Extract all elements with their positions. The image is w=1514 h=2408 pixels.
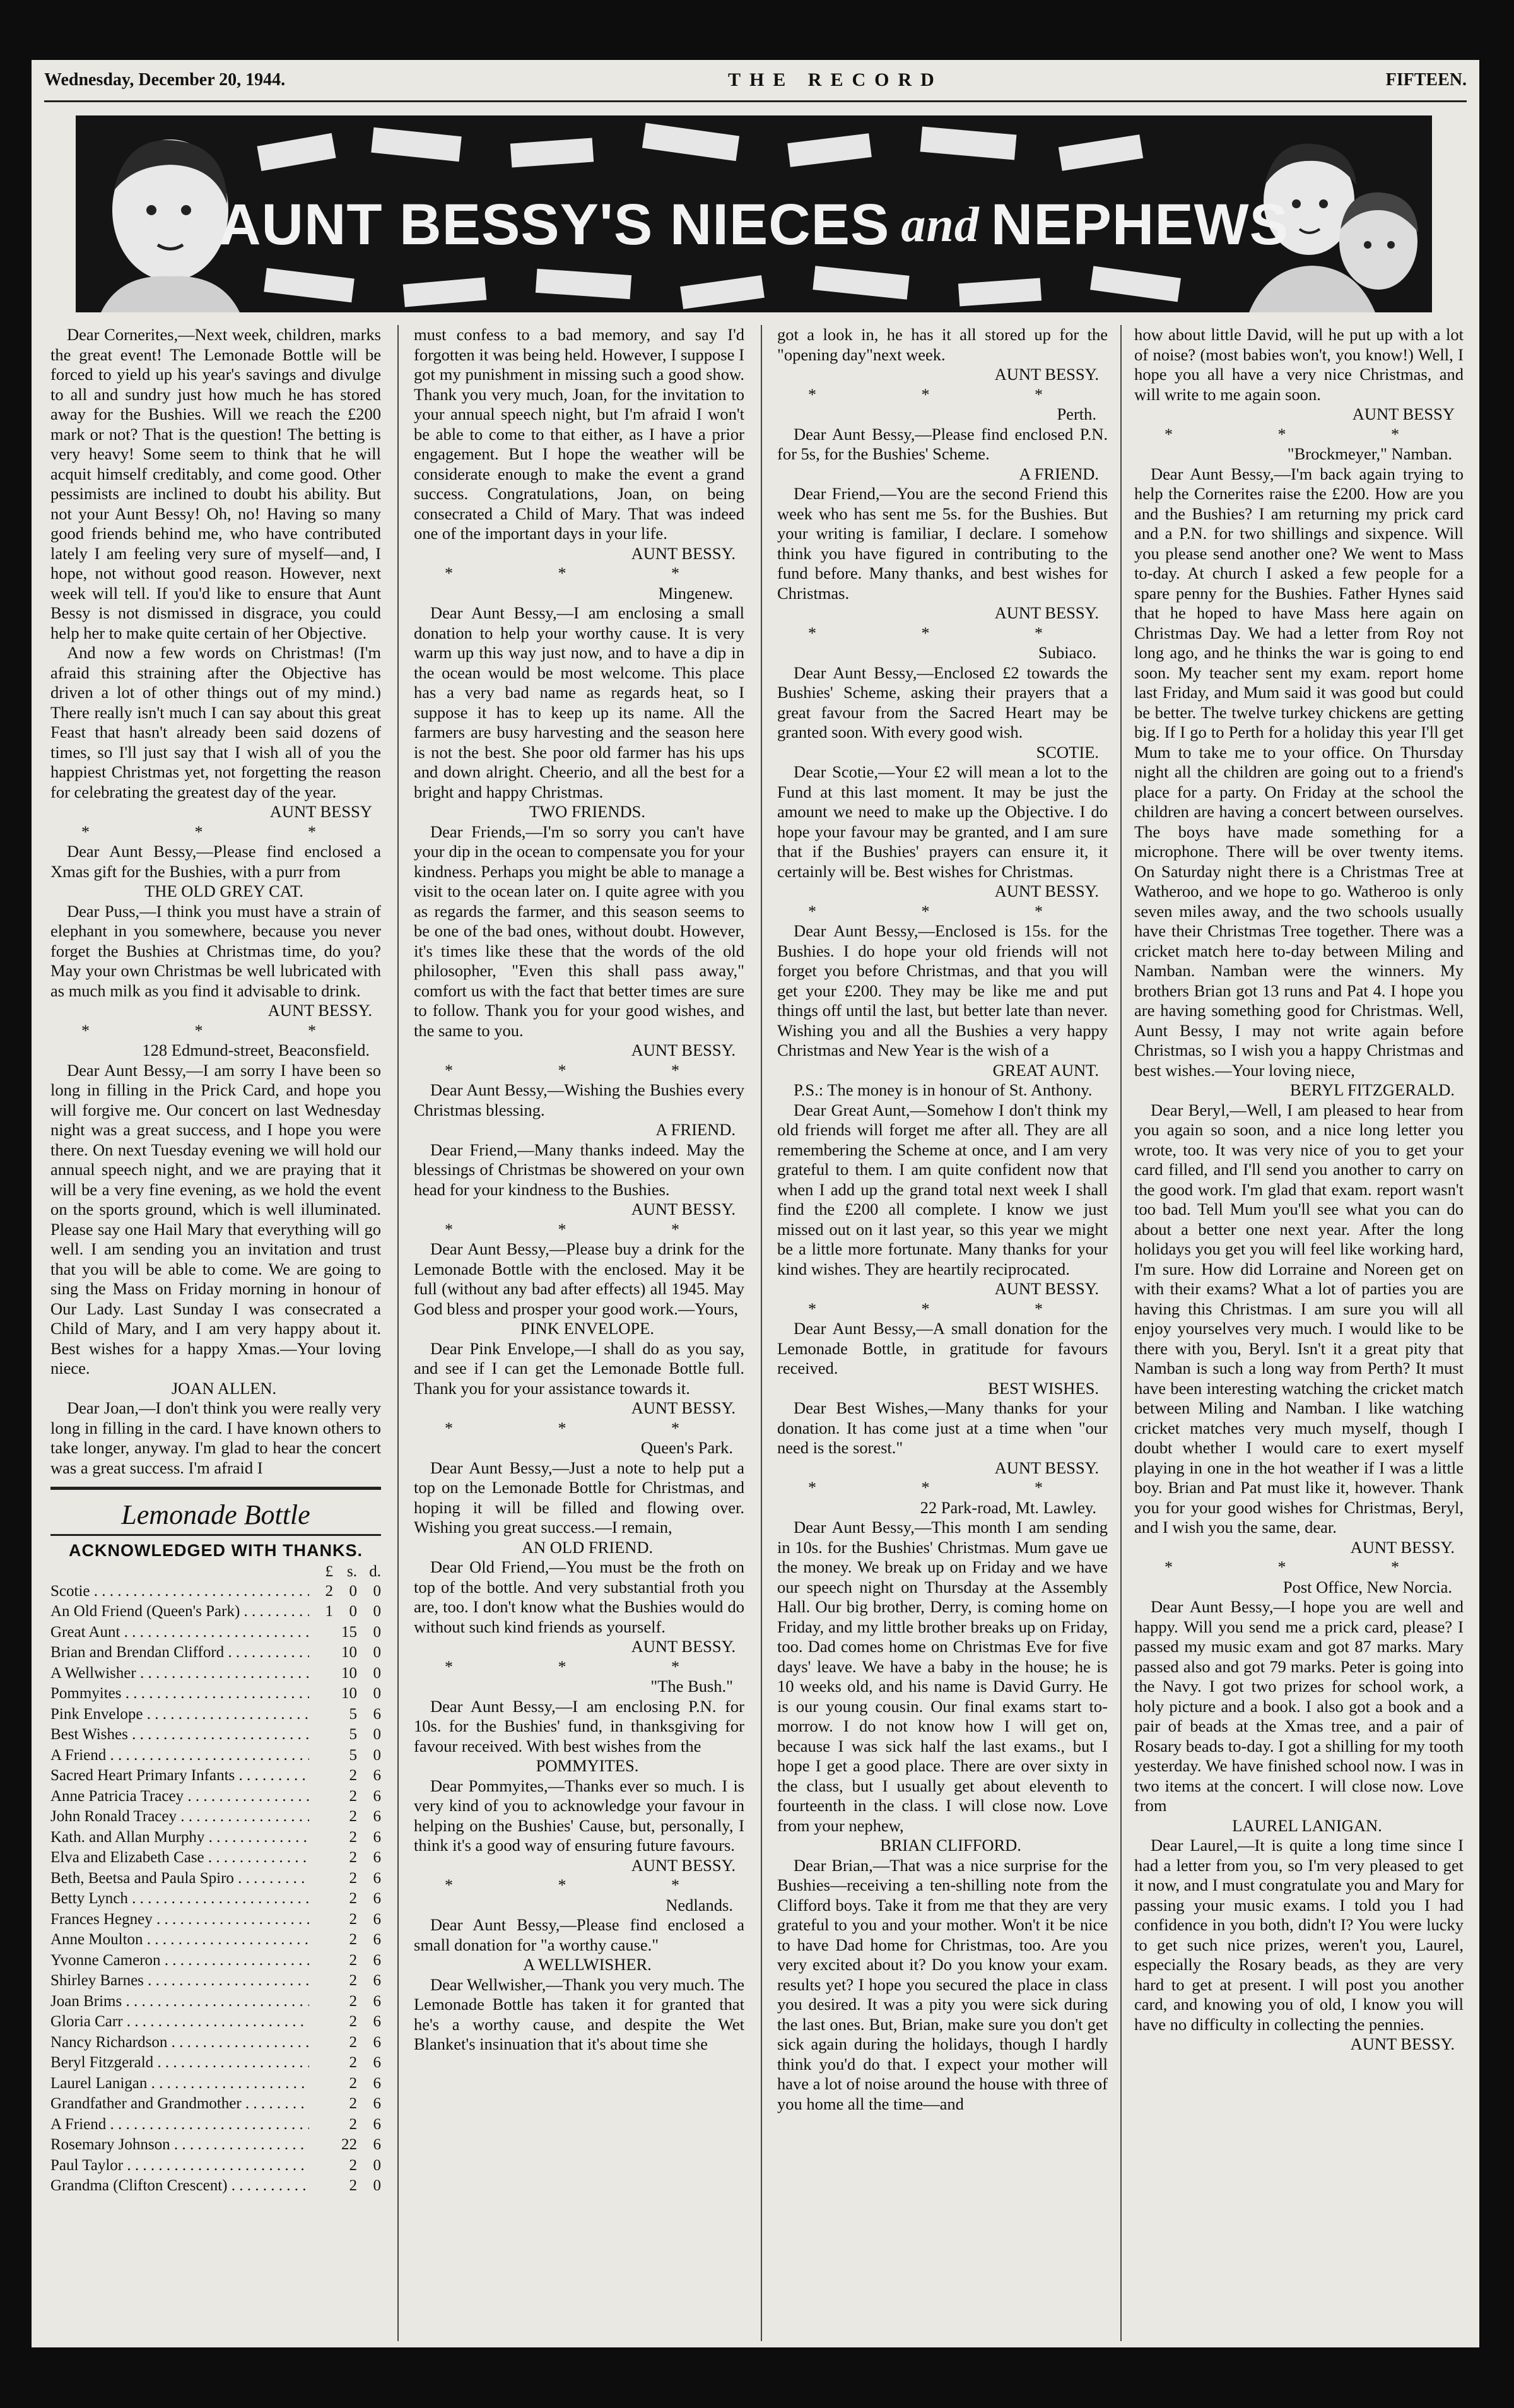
header-publication: THE RECORD <box>727 69 943 90</box>
contributor-name: Paul Taylor . . . <box>50 2156 309 2176</box>
lemonade-row <box>50 2053 381 2074</box>
header-date: Wednesday, December 20, 1944. <box>44 70 286 90</box>
contributor-name: Frances Hegney . . . <box>50 1909 309 1930</box>
letter-address: Subiaco. <box>1038 643 1096 662</box>
letter-paragraph: Dear Best Wishes,—Many thanks for your donation. It has come just at a time when "our need is the sorest." <box>777 1398 1108 1457</box>
section-separator: * * * <box>1165 1558 1450 1576</box>
contributor-name: Betty Lynch . . . <box>50 1889 309 1909</box>
contributor-name: Scotie . . . <box>50 1581 309 1602</box>
letter-signature: TWO FRIENDS. <box>529 802 646 821</box>
amount-shillings: 2 <box>349 1951 357 1969</box>
lemonade-row <box>50 1745 381 1766</box>
amount-pence: 0 <box>373 1623 381 1641</box>
letter-signature: AUNT BESSY. <box>631 1855 736 1875</box>
column-4-text <box>1134 325 1464 2055</box>
contributor-name: Joan Brims . . . <box>50 1992 309 2012</box>
contributor-name: Anne Patricia Tracey . . . <box>50 1786 309 1807</box>
lemonade-row <box>50 2033 381 2053</box>
amount-shillings: 2 <box>349 1849 357 1866</box>
letter-paragraph: Dear Pink Envelope,—I shall do as you say, and see if I can get the Lemonade Bottle full. Thank you for your assistance towards it. <box>414 1338 744 1398</box>
letter-signature: AUNT BESSY. <box>1350 1537 1455 1557</box>
amount-pence: 0 <box>373 1726 381 1743</box>
amount-pence: 6 <box>373 2115 381 2133</box>
amount-pounds <box>309 1684 333 1704</box>
lemonade-title: Lemonade Bottle <box>50 1496 381 1536</box>
amount-pounds <box>309 1786 333 1807</box>
amount-pence: 0 <box>373 1582 381 1600</box>
lemonade-row <box>50 1725 381 1745</box>
lemonade-row <box>50 1581 381 1602</box>
letter-paragraph: must confess to a bad memory, and say I'd forgotten it was being held. However, I suppose I got my punishment in missing such a good show. Thank you very much, Joan, for the invitation to your annual speech night, but I'm afraid I won't be able to come to that either, as I have a prior engagement. But I hope the weather will be considerate enough to make the event a grand success. Congratulations, Joan, on being consecrated a Child of Mary. That was indeed one of the important days in your life. <box>414 325 744 543</box>
letter-paragraph: Dear Wellwisher,—Thank you very much. The Lemonade Bottle has taken it for granted that he's a worthy cause, and despite the Wet Blanket's insinuation that it's about time she <box>414 1974 744 2053</box>
amount-pounds <box>309 1704 333 1725</box>
letter-paragraph: Dear Great Aunt,—Somehow I don't think my old friends will forget me after all. They are all remembering the Scheme at once, and I am very grateful to them. I am quite confident now that when I add up the grand total next week I shall find the £200 all complete. I know we just missed out on it last year, so this year we might be a little more fortunate. Many thanks for your kind wishes. They are heartily reciprocated. <box>777 1100 1108 1278</box>
amount-pence: 6 <box>373 1890 381 1907</box>
amount-pounds <box>309 1951 333 1971</box>
letters-columns <box>50 325 1464 2341</box>
contributor-name: Anne Moulton . . . <box>50 1930 309 1951</box>
letter-paragraph: Dear Friend,—Many thanks indeed. May the blessings of Christmas be showered on your own head for your kindness to the Bushies. <box>414 1140 744 1199</box>
amount-pounds <box>309 2074 333 2094</box>
letter-paragraph: Dear Joan,—I don't think you were really very long in filling in the card. I have known others to take longer, anyway. I'm glad to hear the concert was a great success. I'm afraid I <box>50 1398 381 1477</box>
letter-signature: AUNT BESSY. <box>994 1279 1099 1298</box>
lemonade-row <box>50 1643 381 1663</box>
amount-pence: 0 <box>373 1664 381 1682</box>
banner-title-right: NEPHEWS <box>990 192 1289 257</box>
amount-shillings: 5 <box>349 1726 357 1743</box>
amount-pounds <box>309 1725 333 1745</box>
lemonade-row <box>50 2115 381 2135</box>
section-separator: * * * <box>81 822 367 841</box>
amount-shillings: 2 <box>349 1787 357 1805</box>
amount-pounds <box>309 2012 333 2033</box>
contributor-name: Great Aunt . . . <box>50 1622 309 1643</box>
amount-pence: 6 <box>373 1972 381 1989</box>
amount-shillings: 2 <box>349 2095 357 2112</box>
letter-address: Queen's Park. <box>640 1438 733 1457</box>
amount-pounds <box>309 1745 333 1766</box>
amount-shillings: 15 <box>341 1623 357 1641</box>
amount-shillings: 2 <box>349 1910 357 1928</box>
letter-paragraph: Dear Aunt Bessy,—I am enclosing P.N. for 10s. for the Bushies' fund, in thanksgiving for favour received. With best wishes from the <box>414 1696 744 1756</box>
amount-shillings: 2 <box>349 2115 357 2133</box>
section-separator: * * * <box>445 1419 730 1437</box>
column-4 <box>1134 325 1464 2341</box>
letter-paragraph: Dear Pommyites,—Thanks ever so much. I is very kind of you to acknowledge your favour in helping on the Bushies' Cause, but, personally, I think it's a good way of ensuring future favours. <box>414 1776 744 1855</box>
lemonade-row <box>50 1622 381 1643</box>
amount-shillings: 2 <box>349 2054 357 2071</box>
letter-signature: BERYL FITZGERALD. <box>1289 1080 1455 1099</box>
currency-pounds-head: £ <box>325 1562 333 1580</box>
amount-pounds <box>309 2115 333 2135</box>
lemonade-row <box>50 1868 381 1889</box>
contributor-name: Beth, Beetsa and Paula Spiro . . . <box>50 1868 309 1889</box>
banner-title-left: AUNT BESSY'S NIECES <box>219 192 890 257</box>
letter-signature: GREAT AUNT. <box>992 1060 1099 1080</box>
letter-signature: AN OLD FRIEND. <box>521 1537 654 1557</box>
letter-signature: AUNT BESSY. <box>994 365 1099 384</box>
amount-shillings: 2 <box>349 1767 357 1784</box>
amount-pence: 6 <box>373 1931 381 1948</box>
amount-pence: 6 <box>373 2033 381 2051</box>
letter-signature: AUNT BESSY. <box>631 1041 736 1059</box>
section-separator: * * * <box>808 385 1093 404</box>
contributor-name: Yvonne Cameron . . . <box>50 1951 309 1971</box>
amount-pence: 6 <box>373 1849 381 1866</box>
contributor-name: Elva and Elizabeth Case . . . <box>50 1848 309 1868</box>
lemonade-row <box>50 1992 381 2012</box>
lemonade-row <box>50 2074 381 2094</box>
letter-paragraph: Dear Aunt Bessy,—Just a note to help put a top on the Lemonade Bottle for Christmas, and hoping it will be filled and flowing over. Wishing you great success.—I remain, <box>414 1458 744 1537</box>
letter-signature: AUNT BESSY. <box>631 1398 736 1417</box>
amount-pence: 6 <box>373 2013 381 2030</box>
amount-pounds <box>309 2053 333 2074</box>
amount-shillings: 10 <box>341 1664 357 1682</box>
section-separator: * * * <box>81 1021 367 1040</box>
amount-pounds <box>309 1643 333 1663</box>
lemonade-list <box>50 1581 381 2197</box>
column-banner <box>76 115 1432 312</box>
amount-shillings: 0 <box>349 1582 357 1600</box>
section-separator: * * * <box>445 564 730 582</box>
amount-pence: 0 <box>373 2156 381 2174</box>
column-1-text <box>50 325 381 1478</box>
contributor-name: A Friend . . . <box>50 2115 309 2135</box>
amount-pence: 6 <box>373 1951 381 1969</box>
amount-shillings: 2 <box>349 2013 357 2030</box>
currency-shillings-head: s. <box>347 1562 357 1580</box>
contributor-name: Sacred Heart Primary Infants . . . <box>50 1766 309 1786</box>
column-divider <box>761 325 762 2341</box>
contributor-name: Pink Envelope . . . <box>50 1704 309 1725</box>
section-separator: * * * <box>808 623 1093 642</box>
amount-pounds <box>309 2176 333 2197</box>
lemonade-row <box>50 1602 381 1622</box>
contributor-name: Rosemary Johnson . . . <box>50 2135 309 2156</box>
letter-signature: A WELLWISHER. <box>523 1955 652 1974</box>
amount-pence: 6 <box>373 2054 381 2071</box>
currency-pence-head: d. <box>369 1562 381 1580</box>
lemonade-row <box>50 1930 381 1951</box>
amount-pounds <box>309 2135 333 2156</box>
amount-shillings: 2 <box>349 1972 357 1989</box>
lemonade-subtitle: ACKNOWLEDGED WITH THANKS. <box>69 1541 363 1560</box>
lemonade-row <box>50 1786 381 1807</box>
letter-signature: AUNT BESSY. <box>631 543 736 563</box>
newspaper-page <box>32 60 1479 2347</box>
amount-shillings: 2 <box>349 1828 357 1846</box>
amount-shillings: 2 <box>349 2074 357 2092</box>
lemonade-row <box>50 1704 381 1725</box>
amount-pence: 6 <box>373 1808 381 1825</box>
contributor-name: Kath. and Allan Murphy . . . <box>50 1827 309 1848</box>
letter-signature: AUNT BESSY. <box>1350 2034 1455 2053</box>
amount-pounds <box>309 1868 333 1889</box>
letter-signature: JOAN ALLEN. <box>171 1378 277 1398</box>
amount-pence: 6 <box>373 2136 381 2153</box>
amount-pounds <box>309 1663 333 1684</box>
contributor-name: Grandma (Clifton Crescent) . . . <box>50 2176 309 2197</box>
contributor-name: Best Wishes . . . <box>50 1725 309 1745</box>
section-separator: * * * <box>808 902 1093 921</box>
letter-signature: AUNT BESSY. <box>994 1458 1099 1477</box>
letter-address: Mingenew. <box>658 583 733 603</box>
lemonade-row <box>50 2012 381 2033</box>
amount-shillings: 5 <box>349 1746 357 1764</box>
letter-address: "Brockmeyer," Namban. <box>1287 444 1452 463</box>
letter-signature: BEST WISHES. <box>988 1378 1099 1398</box>
letter-address: Post Office, New Norcia. <box>1282 1577 1452 1596</box>
letter-signature: A FRIEND. <box>1019 464 1099 483</box>
lemonade-row <box>50 1807 381 1827</box>
amount-shillings: 2 <box>349 1931 357 1948</box>
amount-pounds <box>309 1889 333 1909</box>
section-separator: * * * <box>445 1657 730 1676</box>
lemonade-row <box>50 1848 381 1868</box>
letter-paragraph: Dear Aunt Bessy,—Please buy a drink for the Lemonade Bottle with the enclosed. May it be full (without any bad after effects) all 1945. May God bless and prosper your good work.—Yours, <box>414 1239 744 1318</box>
column-3 <box>777 325 1108 2341</box>
contributor-name: John Ronald Tracey . . . <box>50 1807 309 1827</box>
letter-paragraph: Dear Puss,—I think you must have a strain of elephant in you somewhere, because you never forget the Bushies at Christmas time, do you? May your own Christmas be well lubricated with as much milk as you find it advisable to drink. <box>50 901 381 1000</box>
amount-shillings: 2 <box>349 2033 357 2051</box>
column-2 <box>414 325 744 2341</box>
letter-paragraph: P.S.: The money is in honour of St. Anthony. <box>794 1080 1093 1099</box>
letter-paragraph: Dear Aunt Bessy,—Please find enclosed a small donation for "a worthy cause." <box>414 1915 744 1954</box>
letter-paragraph: Dear Beryl,—Well, I am pleased to hear from you again so soon, and a nice long letter you wrote, too. It was very nice of you to get your card filled, and I'll send you another to carry on the good work. I'm glad that exam. report wasn't too bad. Tell Mum you'll see what you can do about a better one next year. After the long holidays you get you will feel like working hard, I'm sure. How did Lorraine and Noreen get on with their exams? What a lot of parties you are having this Christmas. I am sure you will all enjoy yourselves very much. I would like to be there with you, Beryl. Isn't it a great pity that Namban is such a long way from Perth? It must have been interesting watching the cricket match between Miling and Namban. I like watching cricket matches very much myself, though I doubt whether I would care to exert myself playing in one in the hot weather if I was a little boy. Brian and Pat must like it, however. Thank you for your good wishes for Christmas, Beryl, and I wish you the same, dear. <box>1134 1100 1464 1537</box>
lemonade-row <box>50 2094 381 2115</box>
letter-paragraph: Dear Laurel,—It is quite a long time since I had a letter from you, so I'm very pleased to get it now, and I must congratulate you and Mary for passing your music exams. I told you I had confidence in you both, didn't I? You were lucky to get such nice prizes, weren't you, Laurel, especially the Rosary beads, as they are very hard to get at present. I will post you another card, and knowing you of old, I know you will have no difficulty in collecting the pennies. <box>1134 1836 1464 2034</box>
letter-paragraph: Dear Aunt Bessy,—I am enclosing a small donation to help your worthy cause. It is very warm up this way just now, and to have a dip in the ocean would be most welcome. This place has a very bad name as regards heat, so I suppose it has to keep up its name. All the farmers are busy harvesting and the season here is not the best. She poor old farmer has his ups and down alright. Cheerio, and all the best for a bright and happy Christmas. <box>414 603 744 801</box>
amount-pence: 6 <box>373 1992 381 2010</box>
letter-paragraph: Dear Scotie,—Your £2 will mean a lot to the Fund at this last moment. It may be just the amount we need to make up the Objective. I do hope your favour may be granted, and I am sure that if the Bushies' prayers can ensure it, it certainly will be. Best wishes for Christmas. <box>777 762 1108 881</box>
letter-signature: AUNT BESSY. <box>267 1001 372 1020</box>
amount-pence: 0 <box>373 2177 381 2194</box>
letter-address: 22 Park-road, Mt. Lawley. <box>920 1497 1096 1517</box>
amount-shillings: 22 <box>341 2136 357 2153</box>
section-separator: * * * <box>808 1478 1093 1497</box>
amount-shillings: 0 <box>349 1603 357 1620</box>
letter-paragraph: Dear Aunt Bessy,—I am sorry I have been so long in filling in the Prick Card, and hope you will forgive me. Our concert on last Wednesday night was a great success, and I hope you were there. On next Tuesday evening we will hold our annual speech night, and we are praying that it will be a very fine evening, as we hold the event on the sports ground, which is well illuminated. Please say one Hail Mary that everything will go well. I am sending you an invitation and trust that you will be able to come. We are going to sing the Mass on Friday morning in honour of Our Lady. Last Sunday I was consecrated a Child of Mary, and I am very happy about it. Best wishes for a happy Xmas.—Your loving niece. <box>50 1060 381 1378</box>
lemonade-row <box>50 1909 381 1930</box>
amount-pence: 0 <box>373 1746 381 1764</box>
contributor-name: A Friend . . . <box>50 1745 309 1766</box>
amount-pounds <box>309 1807 333 1827</box>
amount-pounds <box>309 2156 333 2176</box>
letter-paragraph: Dear Aunt Bessy,—I'm back again trying to help the Cornerites raise the £200. How are you and the Bushies? I am returning my prick card and a P.N. for two shillings and sixpence. Will you please send another one? We went to Mass to-day. At church I asked a few people for a spare penny for the Bushies. Father Hynes said that he hoped to have Mass here again on Christmas Day. We had a letter from Roy not long ago, and he thinks the war is going to end soon. My teacher sent my exam. report home last Friday, and Mum said it was good but could be better. The twelve turkey chickens are getting big. If I go to Perth for a holiday this year I'll get Mum to take me to your office. On Thursday night all the children are going out to a friend's place for a party. On Friday at the school the children are having a concert between ourselves. The boys have made something for a microphone. There will be over twenty items. On Saturday night there is a Christmas Tree at Watheroo, and we hope to go. Watheroo is only seven miles away, and the two schools usually have their Christmas Tree together. There was a cricket match here to-day between Miling and Namban. Namban were the winners. My brothers Brian got 13 runs and Pat 4. I hope you are having something good for Christmas. Well, Aunt Bessy, I may not write again before Christmas, so I wish you a happy Christmas and best wishes.—Your loving niece, <box>1134 464 1464 1080</box>
letter-address: Nedlands. <box>666 1895 733 1915</box>
letter-signature: AUNT BESSY. <box>994 882 1099 900</box>
letter-signature: THE OLD GREY CAT. <box>144 882 303 900</box>
amount-shillings: 2 <box>349 1890 357 1907</box>
column-1 <box>50 325 381 2341</box>
letter-signature: POMMYITES. <box>536 1756 639 1775</box>
amount-pounds <box>309 2094 333 2115</box>
letter-paragraph: Dear Old Friend,—You must be the froth on top of the bottle. And very substantial froth you are, too. I don't know what the Bushies would do without such kind friends as yourself. <box>414 1557 744 1636</box>
lemonade-row <box>50 1889 381 1909</box>
amount-pounds <box>309 1848 333 1868</box>
letter-paragraph: Dear Aunt Bessy,—Enclosed £2 towards the Bushies' Scheme, asking their prayers that a great favour from the Sacred Heart may be granted soon. With every good wish. <box>777 663 1108 741</box>
letter-signature: LAUREL LANIGAN. <box>1232 1815 1382 1835</box>
amount-pence: 6 <box>373 2095 381 2112</box>
letter-paragraph: Dear Aunt Bessy,—Please find enclosed a Xmas gift for the Bushies, with a purr from <box>50 842 381 881</box>
letter-signature: AUNT BESSY <box>269 802 372 821</box>
contributor-name: Beryl Fitzgerald . . . <box>50 2053 309 2074</box>
contributor-name: An Old Friend (Queen's Park) . . . <box>50 1602 309 1622</box>
amount-shillings: 2 <box>349 1992 357 2010</box>
amount-pence: 0 <box>373 1603 381 1620</box>
lemonade-row <box>50 1827 381 1848</box>
lemonade-row <box>50 1663 381 1684</box>
letter-paragraph: Dear Aunt Bessy,—Enclosed is 15s. for the Bushies. I do hope your old friends will not forget you before Christmas, and that you will get your £200. They may be like me and put things off until the last, but better late than never. Wishing you and all the Bushies a very happy Christmas and New Year is the wish of a <box>777 921 1108 1059</box>
lemonade-row <box>50 1684 381 1704</box>
amount-pounds <box>309 1622 333 1643</box>
amount-pence: 0 <box>373 1685 381 1702</box>
amount-pounds: 1 <box>325 1603 333 1620</box>
letter-signature: AUNT BESSY. <box>631 1637 736 1656</box>
amount-pence: 6 <box>373 1910 381 1928</box>
letter-signature: AUNT BESSY. <box>994 603 1099 622</box>
amount-shillings: 10 <box>341 1644 357 1661</box>
lemonade-row <box>50 1766 381 1786</box>
letter-signature: A FRIEND. <box>655 1120 736 1139</box>
letter-signature: AUNT BESSY <box>1352 404 1455 423</box>
contributor-name: Grandfather and Grandmother . . . <box>50 2094 309 2115</box>
amount-pounds <box>309 1827 333 1848</box>
letter-address: "The Bush." <box>650 1677 733 1696</box>
contributor-name: Laurel Lanigan . . . <box>50 2074 309 2094</box>
contributor-name: Brian and Brendan Clifford . . . <box>50 1643 309 1663</box>
letter-paragraph: Dear Aunt Bessy,—Wishing the Bushies every Christmas blessing. <box>414 1080 744 1119</box>
letter-signature: SCOTIE. <box>1036 742 1099 762</box>
amount-pence: 6 <box>373 2074 381 2092</box>
letter-address: 128 Edmund-street, Beaconsfield. <box>142 1041 370 1059</box>
page-header <box>44 60 1467 102</box>
letter-paragraph: Dear Cornerites,—Next week, children, marks the great event! The Lemonade Bottle will be forced to yield up his year's savings and divulge to all and sundry just how much he has stored away for the Bushies. Will we reach the £200 mark or not? That is the question! The betting is very heavy! Some seem to think that he will acquit himself creditably, and come good. Other pessimists are inclined to doubt his ability. But not your Aunt Bessy! Oh, no! Having so many good friends behind me, who have contributed lately I am feeling very sure of myself—and, I hope, not without good reason. However, next week will tell. If you'd like to ensure that Aunt Bessy is not dismissed in disgrace, you could help her to make quite certain of her Objective. <box>50 325 381 642</box>
amount-shillings: 5 <box>349 1705 357 1723</box>
letter-paragraph: And now a few words on Christmas! (I'm afraid this straining after the Objective has driven a lot of other things out of my mind.) There really isn't much I can say about this great Feast that hasn't already been said dozens of times, so I'll just say that I wish all of you the happiest Christmas yet, not forgetting the reason for celebrating the greatest day of the year. <box>50 643 381 801</box>
letter-signature: PINK ENVELOPE. <box>520 1319 654 1338</box>
amount-pence: 6 <box>373 1828 381 1846</box>
lemonade-row <box>50 1971 381 1992</box>
amount-shillings: 2 <box>349 2177 357 2194</box>
letter-signature: BRIAN CLIFFORD. <box>880 1836 1021 1855</box>
amount-shillings: 10 <box>341 1685 357 1702</box>
banner-title <box>214 190 1293 259</box>
letter-paragraph: Dear Friend,—You are the second Friend this week who has sent me 5s. for the Bushies. But your writing is familiar, I declare. I somehow think you have figured in contributing to the fund before. Many thanks, and best wishes for Christmas. <box>777 484 1108 603</box>
section-separator: * * * <box>808 1299 1093 1318</box>
amount-shillings: 2 <box>349 2156 357 2174</box>
letter-paragraph: Dear Aunt Bessy,—A small donation for the Lemonade Bottle, in gratitude for favours received. <box>777 1319 1108 1378</box>
letter-signature: AUNT BESSY. <box>631 1200 736 1219</box>
column-3-text <box>777 325 1108 2114</box>
amount-pounds <box>309 2033 333 2053</box>
contributor-name: Shirley Barnes . . . <box>50 1971 309 1992</box>
lemonade-row <box>50 2156 381 2176</box>
amount-pounds <box>309 1909 333 1930</box>
section-separator: * * * <box>445 1876 730 1894</box>
lemonade-row <box>50 1951 381 1971</box>
letter-address: Perth. <box>1057 404 1096 423</box>
banner-title-and: and <box>901 197 980 252</box>
letter-paragraph: Dear Brian,—That was a nice surprise for the Bushies—receiving a ten-shilling note from the Clifford boys. Take it from me that they are very grateful to you and your mother. Won't it be nice to have Dad home for Christmas, too. Are you very excited about it? Do you know your exam. results yet? I hope you secured the place in class you desired. It was a pity you were sick during the last ones. But, Brian, make sure you don't get sick again during the holidays, though I hardly think you'd do that. I expect your mother will have a lot of noise around the house with three of you home all the time—and <box>777 1855 1108 2113</box>
amount-pence: 6 <box>373 1705 381 1723</box>
amount-pounds <box>309 1992 333 2012</box>
amount-pence: 0 <box>373 1644 381 1661</box>
header-page-number: FIFTEEN. <box>1385 70 1467 90</box>
letter-paragraph: got a look in, he has it all stored up for the "opening day"next week. <box>777 325 1108 364</box>
lemonade-column-heads <box>50 1562 381 1581</box>
contributor-name: A Wellwisher . . . <box>50 1663 309 1684</box>
letter-paragraph: Dear Aunt Bessy,—This month I am sending in 10s. for the Bushies' Christmas. Mum gave ue the money. We break up on Friday and we have our speech night on Thursday at the Assembly Hall. Our big brother, Derry, is coming home on Friday, and my little brother breaks up on Friday, too. Dad comes home on Christmas Eve for five days' leave. We have a baby in the house; he is 10 weeks old, and his name is David Gurry. He is our young cousin. Our final exams start to-morrow. I do not know how I will get on, because I was sick half the last exams., but I hope I get a good place. There are over sixty in the class, but I usually get about eleventh to fourteenth in the class. I will close now. Love from your nephew, <box>777 1518 1108 1835</box>
column-divider <box>1120 325 1122 2341</box>
letter-paragraph: Dear Aunt Bessy,—I hope you are well and happy. Will you send me a prick card, please? I passed my music exam and got 87 marks. Mary passed also and got 79 marks. Peter is going into the Navy. I got two prizes for school work, a holy picture and a book. I also got a book and a pair of beads at the Xmas tree, and a pair of Rosary beads to-day. I got a shilling for my tooth yesterday. We have finished school now. I was in two items at the concert. I will close now. Love from <box>1134 1597 1464 1815</box>
column-2-text <box>414 325 744 2055</box>
contributor-name: Pommyites . . . <box>50 1684 309 1704</box>
letter-paragraph: how about little David, will he put up with a lot of noise? (most babies won't, you know!) Well, I hope you all have a very nice Christmas, and will write to me again soon. <box>1134 325 1464 404</box>
amount-shillings: 2 <box>349 1869 357 1887</box>
letter-paragraph: Dear Aunt Bessy,—Please find enclosed P.N. for 5s, for the Bushies' Scheme. <box>777 424 1108 463</box>
lemonade-row <box>50 2176 381 2197</box>
section-separator: * * * <box>445 1220 730 1239</box>
lemonade-row <box>50 2135 381 2156</box>
column-divider <box>397 325 399 2341</box>
amount-pence: 6 <box>373 1767 381 1784</box>
lemonade-bottle-box <box>50 1487 381 2197</box>
contributor-name: Nancy Richardson . . . <box>50 2033 309 2053</box>
amount-pence: 6 <box>373 1869 381 1887</box>
contributor-name: Gloria Carr . . . <box>50 2012 309 2033</box>
section-separator: * * * <box>445 1061 730 1080</box>
amount-pounds <box>309 1766 333 1786</box>
amount-pence: 6 <box>373 1787 381 1805</box>
amount-shillings: 2 <box>349 1808 357 1825</box>
letter-paragraph: Dear Friends,—I'm so sorry you can't have your dip in the ocean to compensate you for your kindness. Perhaps you might be able to manage a visit to the ocean later on. I quite agree with you as regards the farmer, and this season seems to be one of the bad ones, without doubt. However, it's times like these that the words of the old philosopher, "Even this shall pass away," comfort us with the fact that better times are sure to follow. Thank you for your good wishes, and the same to you. <box>414 822 744 1040</box>
amount-pounds <box>309 1971 333 1992</box>
amount-pounds <box>309 1930 333 1951</box>
section-separator: * * * <box>1165 425 1450 444</box>
amount-pounds: 2 <box>325 1582 333 1600</box>
